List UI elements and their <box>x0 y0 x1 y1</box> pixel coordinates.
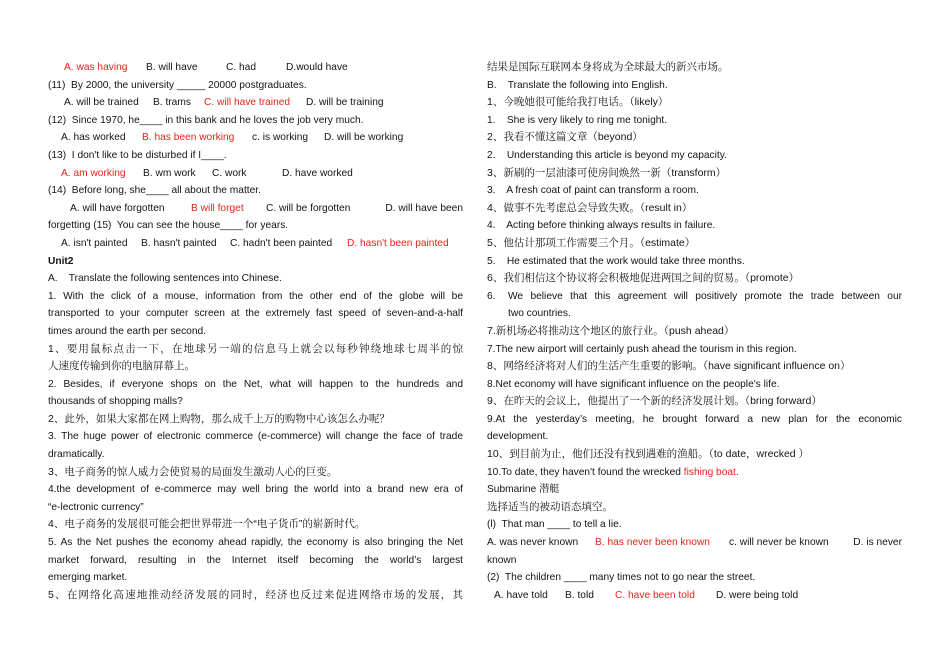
question-11: (11) By 2000, the university _____ 20000 postgraduates. <box>48 79 307 91</box>
options-q11 <box>48 94 463 112</box>
option-d: D. will be training <box>306 97 384 109</box>
options-q10 <box>48 59 463 77</box>
answer-line <box>487 288 902 306</box>
exercise-instruction: 选择适当的被动语态填空。 <box>487 500 613 513</box>
section-a-instruction: A. Translate the following sentences into Chinese. <box>48 273 282 285</box>
option-a: A. have told <box>494 589 548 601</box>
translation-line: 3、电子商务的惊人威力会使贸易的局面发生激动人心的巨变。 <box>48 465 338 478</box>
prompt-line: 4、做事不先考虑总会导致失败。（result in） <box>487 201 693 214</box>
option-b-answer: B will forget <box>191 202 244 214</box>
options-q12 <box>48 129 463 147</box>
sentence-line: transported to your computer screen at the extremely fast speed of seven-and-a-half <box>48 308 463 320</box>
option-b: B. hasn't painted <box>141 237 217 249</box>
sentence-line: “e-lectronic currency” <box>48 501 144 513</box>
right-column <box>487 59 902 604</box>
answer-line: development. <box>487 431 549 443</box>
option-a: A. has worked <box>61 132 126 144</box>
option-b-answer: B. has never been known <box>595 537 710 549</box>
answer-line: 4. Acting before thinking always results in failure. <box>487 220 716 232</box>
option-continuation: known <box>487 554 517 566</box>
prompt-line: 2、我看不懂这篇文章（beyond） <box>487 131 643 144</box>
question-13: (13) I don't like to be disturbed if I____. <box>48 149 227 161</box>
answer-line: 8.Net economy will have significant influence on the people's life. <box>487 378 780 390</box>
option-c: c. is working <box>252 132 309 144</box>
unit-heading: Unit2 <box>48 255 74 267</box>
option-c-answer: C. have been told <box>615 589 695 601</box>
translation-line: 5、在网络化高速地推动经济发展的同时，经济也反过来促进网络市场的发展，其 <box>48 588 463 601</box>
option-a-answer: A. was having <box>64 62 128 73</box>
translation-line: 结果是国际互联网本身将成为全球最大的新兴市场。 <box>487 61 729 73</box>
options-question-1 <box>487 534 902 552</box>
prompt-line: 1、今晚她很可能给我打电话。（likely） <box>487 96 669 109</box>
prompt-line: 6、我们相信这个协议将会积极地促进两国之间的贸易。（promote） <box>487 272 800 285</box>
sentence-line: emerging market. <box>48 572 128 584</box>
option-a-answer: A. am working <box>61 167 126 179</box>
question-2: (2) The children ____ many times not to go near the street. <box>487 572 756 584</box>
section-b-instruction: B. Translate the following into English. <box>487 79 668 91</box>
option-d: D. have worked <box>282 167 353 179</box>
sentence-line: dramatically. <box>48 449 105 461</box>
sentence-line: 4.the development of e-commerce may well bring the world into a brand new era of <box>48 484 463 496</box>
prompt-line: 5、他估计那项工作需要三个月。（estimate） <box>487 236 696 249</box>
question-15: forgetting (15) You can see the house____ for years. <box>48 220 289 232</box>
translation-line: 4、电子商务的发展很可能会把世界带进一个“电子货币”的崭新时代。 <box>48 518 366 531</box>
options-question-2 <box>487 587 902 605</box>
option-a: A. will have forgotten <box>70 202 165 214</box>
answer-text: 10.To date, they haven't found the wrecked <box>487 466 684 478</box>
answer-line <box>487 464 902 482</box>
sentence-line: times around the earth per second. <box>48 325 207 337</box>
answer-line: two countries. <box>508 308 571 320</box>
answer-line: 2. Understanding this article is beyond my capacity. <box>487 149 727 161</box>
sentence-line: 1. With the click of a mouse, information from the other end of the globe will be <box>48 290 463 302</box>
prompt-line: 3、新刷的一层油漆可使房间焕然一新（transform） <box>487 166 727 179</box>
option-d: D.would have <box>286 62 348 73</box>
option-c: C. hadn't been painted <box>230 237 333 249</box>
prompt-line: 7.新机场必将推动这个地区的旅行业。（push ahead） <box>487 324 735 337</box>
option-a: A. was never known <box>487 537 579 549</box>
answer-line: 3. A fresh coat of paint can transform a room. <box>487 185 699 197</box>
option-d: D. is never <box>853 537 902 549</box>
highlighted-phrase: fishing boat <box>683 466 736 478</box>
option-a: A. will be trained <box>64 97 139 109</box>
section-heading: Submarine 潜艇 <box>487 484 560 496</box>
sentence-line: market forward, resulting in the Internet itself becoming the world’s largest <box>48 554 463 566</box>
sentence-line: 3. The huge power of electronic commerce (e-commerce) will change the face of trade <box>48 431 463 443</box>
option-c-answer: C. will have trained <box>204 97 291 109</box>
prompt-line: 10、到目前为止，他们还没有找到遇难的渔船。（to date，wrecked ） <box>487 448 810 461</box>
translation-line: 人速度传输到你的电脑屏幕上。 <box>48 360 195 373</box>
question-12: (12) Since 1970, he____ in this bank and he loves the job very much. <box>48 114 364 126</box>
option-d: D. will be working <box>324 132 404 144</box>
option-d: D. will have been <box>385 202 463 214</box>
option-a: A. isn't painted <box>61 237 128 249</box>
options-q14 <box>48 200 463 218</box>
option-b: B. will have <box>146 62 198 73</box>
translation-line: 1、要用鼠标点击一下，在地球另一端的信息马上就会以每秒钟绕地球七周半的惊 <box>48 342 463 355</box>
option-c: C. had <box>226 62 257 73</box>
translation-line: 2、此外，如果大家都在网上购物，那么成千上万的购物中心该怎么办呢？ <box>48 412 390 425</box>
question-14: (14) Before long, she____ all about the matter. <box>48 185 261 197</box>
option-b: B. trams <box>153 97 191 109</box>
question-1: (l) That man ____ to tell a lie. <box>487 519 622 531</box>
sentence-line: 2. Besides, if everyone shops on the Net, what will happen to the hundreds and <box>48 378 463 390</box>
sentence-line: 5. As the Net pushes the economy ahead rapidly, the economy is also bringing the Net <box>48 537 463 549</box>
options-q15 <box>48 235 463 253</box>
option-b: B. told <box>565 589 594 601</box>
answer-line: 5. He estimated that the work would take three months. <box>487 255 745 267</box>
option-d: D. were being told <box>716 589 799 601</box>
sentence-line: thousands of shopping malls? <box>48 396 183 408</box>
answer-line: 1. She is very likely to ring me tonight. <box>487 114 668 126</box>
answer-text: We believe that this agreement will positively promote the trade between our <box>508 290 902 302</box>
answer-number: 6. <box>487 290 496 302</box>
left-column <box>48 59 463 604</box>
option-c: C. will be forgotten <box>266 202 351 214</box>
answer-line: 7.The new airport will certainly push ahead the tourism in this region. <box>487 343 797 355</box>
option-b-answer: B. has been working <box>142 132 235 144</box>
answer-line: 9.At the yesterday’s meeting, he brought forward a new plan for the economic <box>487 413 902 425</box>
answer-punctuation: . <box>735 466 739 478</box>
option-d-answer: D. hasn't been painted <box>347 237 449 249</box>
prompt-line: 8、网络经济将对人们的生活产生重要的影响。（have significant influence on） <box>487 360 851 373</box>
option-b: B. wm work <box>143 167 196 179</box>
options-q13 <box>48 165 463 183</box>
option-c: C. work <box>212 167 247 179</box>
option-c: c. will never be known <box>729 537 829 549</box>
prompt-line: 9、在昨天的会议上，他提出了一个新的经济发展计划。（bring forward） <box>487 395 822 408</box>
